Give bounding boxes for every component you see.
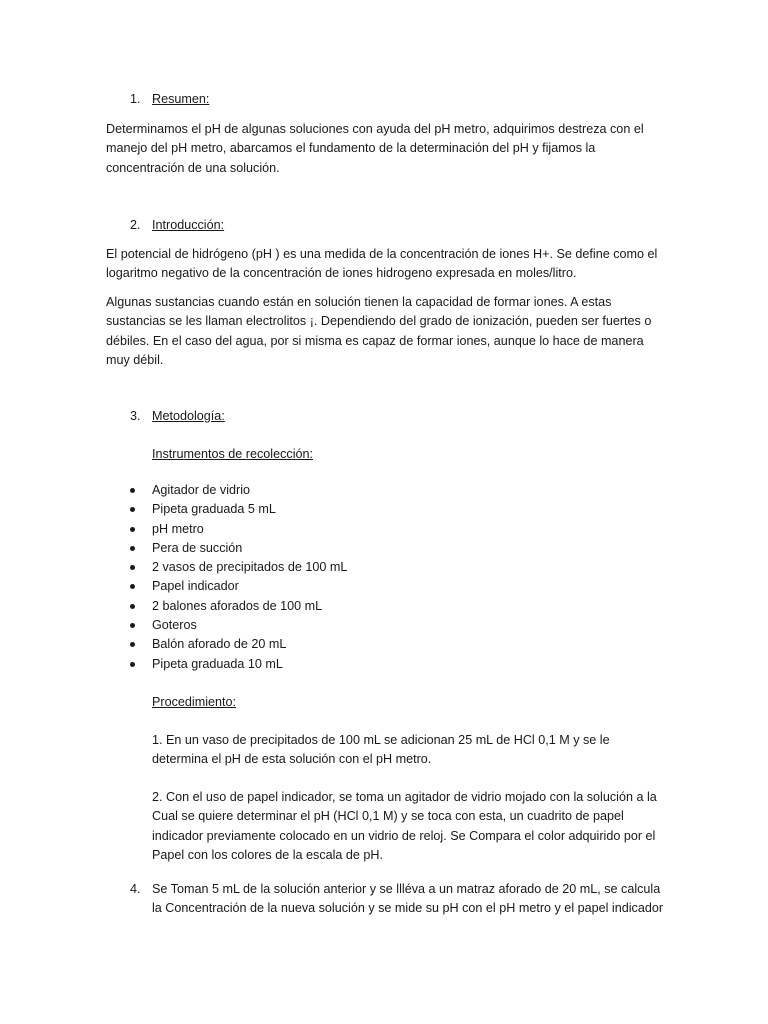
list-item — [128, 577, 347, 596]
list-item — [128, 597, 347, 616]
bullet-icon — [130, 662, 135, 667]
heading-resumen — [130, 90, 209, 109]
introduccion-paragraph-2: Algunas sustancias cuando están en solución tienen la capacidad de formar iones. A estas sustancias se les llaman electrolitos ¡. Dependiendo del grado de ionización, pueden ser fuertes o débiles. En el caso del agua, por si misma es capaz de formar iones, aunque lo hace de manera muy débil. — [106, 295, 652, 367]
list-item-text: Pipeta graduada 5 mL — [152, 502, 276, 517]
heading-introduccion — [130, 216, 224, 235]
instruments-list — [128, 481, 347, 674]
heading-number: 3. — [130, 409, 141, 423]
instruments-subheading: Instrumentos de recolección: — [152, 447, 314, 461]
heading-number: 1. — [130, 92, 141, 106]
heading-number: 2. — [130, 218, 141, 232]
list-item-text: Goteros — [152, 618, 197, 633]
heading-number: 4. — [130, 882, 141, 896]
resumen-paragraph: Determinamos el pH de algunas soluciones con ayuda del pH metro, adquirimos destreza con el manejo del pH metro, abarcamos el fundamento de la determinación del pH y fijamos la concentración de una solución. — [106, 122, 644, 175]
bullet-icon — [130, 642, 135, 647]
heading-title: Introducción: — [152, 218, 225, 232]
list-item — [128, 655, 347, 674]
list-item — [128, 500, 347, 519]
heading-title: Resumen: — [152, 92, 210, 106]
list-item — [128, 616, 347, 635]
procedure-step-1: 1. En un vaso de precipitados de 100 mL se adicionan 25 mL de HCl 0,1 M y se le determina el pH de esta solución con el pH metro. — [152, 733, 610, 767]
item-4-number — [130, 880, 152, 899]
list-item — [128, 635, 347, 654]
list-item — [128, 481, 347, 500]
list-item-text: Papel indicador — [152, 579, 239, 594]
list-item-text: Pipeta graduada 10 mL — [152, 656, 283, 671]
item-4-text: Se Toman 5 mL de la solución anterior y se llléva a un matraz aforado de 20 mL, se calcula la Concentración de la nueva solución y se mide su pH con el pH metro y el papel indicador — [152, 882, 664, 916]
list-item-text: pH metro — [152, 521, 204, 536]
bullet-icon — [130, 604, 135, 609]
procedure-subheading: Procedimiento: — [152, 695, 236, 709]
list-item — [128, 558, 347, 577]
procedure-step-2: 2. Con el uso de papel indicador, se toma un agitador de vidrio mojado con la solución a la Cual se quiere determinar el pH (HCl 0,1 M) y se toca con esta, un cuadrito de papel indicador previamente colocado en un vidrio de reloj. Se Compara el color adquirido por el Papel con los colores de la escala de pH. — [152, 790, 657, 862]
bullet-icon — [130, 546, 135, 551]
heading-title: Metodología: — [152, 409, 225, 423]
bullet-icon — [130, 584, 135, 589]
list-item-text: Balón aforado de 20 mL — [152, 637, 287, 652]
bullet-icon — [130, 623, 135, 628]
heading-metodologia — [130, 407, 225, 426]
list-item — [128, 539, 347, 558]
list-item-text: Agitador de vidrio — [152, 483, 251, 497]
list-item-text: Pera de succión — [152, 540, 243, 555]
list-item-text: 2 balones aforados de 100 mL — [152, 598, 323, 613]
bullet-icon — [130, 507, 135, 512]
bullet-icon — [130, 565, 135, 570]
list-item-text: 2 vasos de precipitados de 100 mL — [152, 560, 348, 575]
introduccion-paragraph-1: El potencial de hidrógeno (pH ) es una medida de la concentración de iones H+. Se define como el logaritmo negativo de la concentración de iones hidrogeno expresada en moles/litro. — [106, 247, 658, 281]
list-item — [128, 520, 347, 539]
bullet-icon — [130, 488, 135, 493]
bullet-icon — [130, 527, 135, 532]
